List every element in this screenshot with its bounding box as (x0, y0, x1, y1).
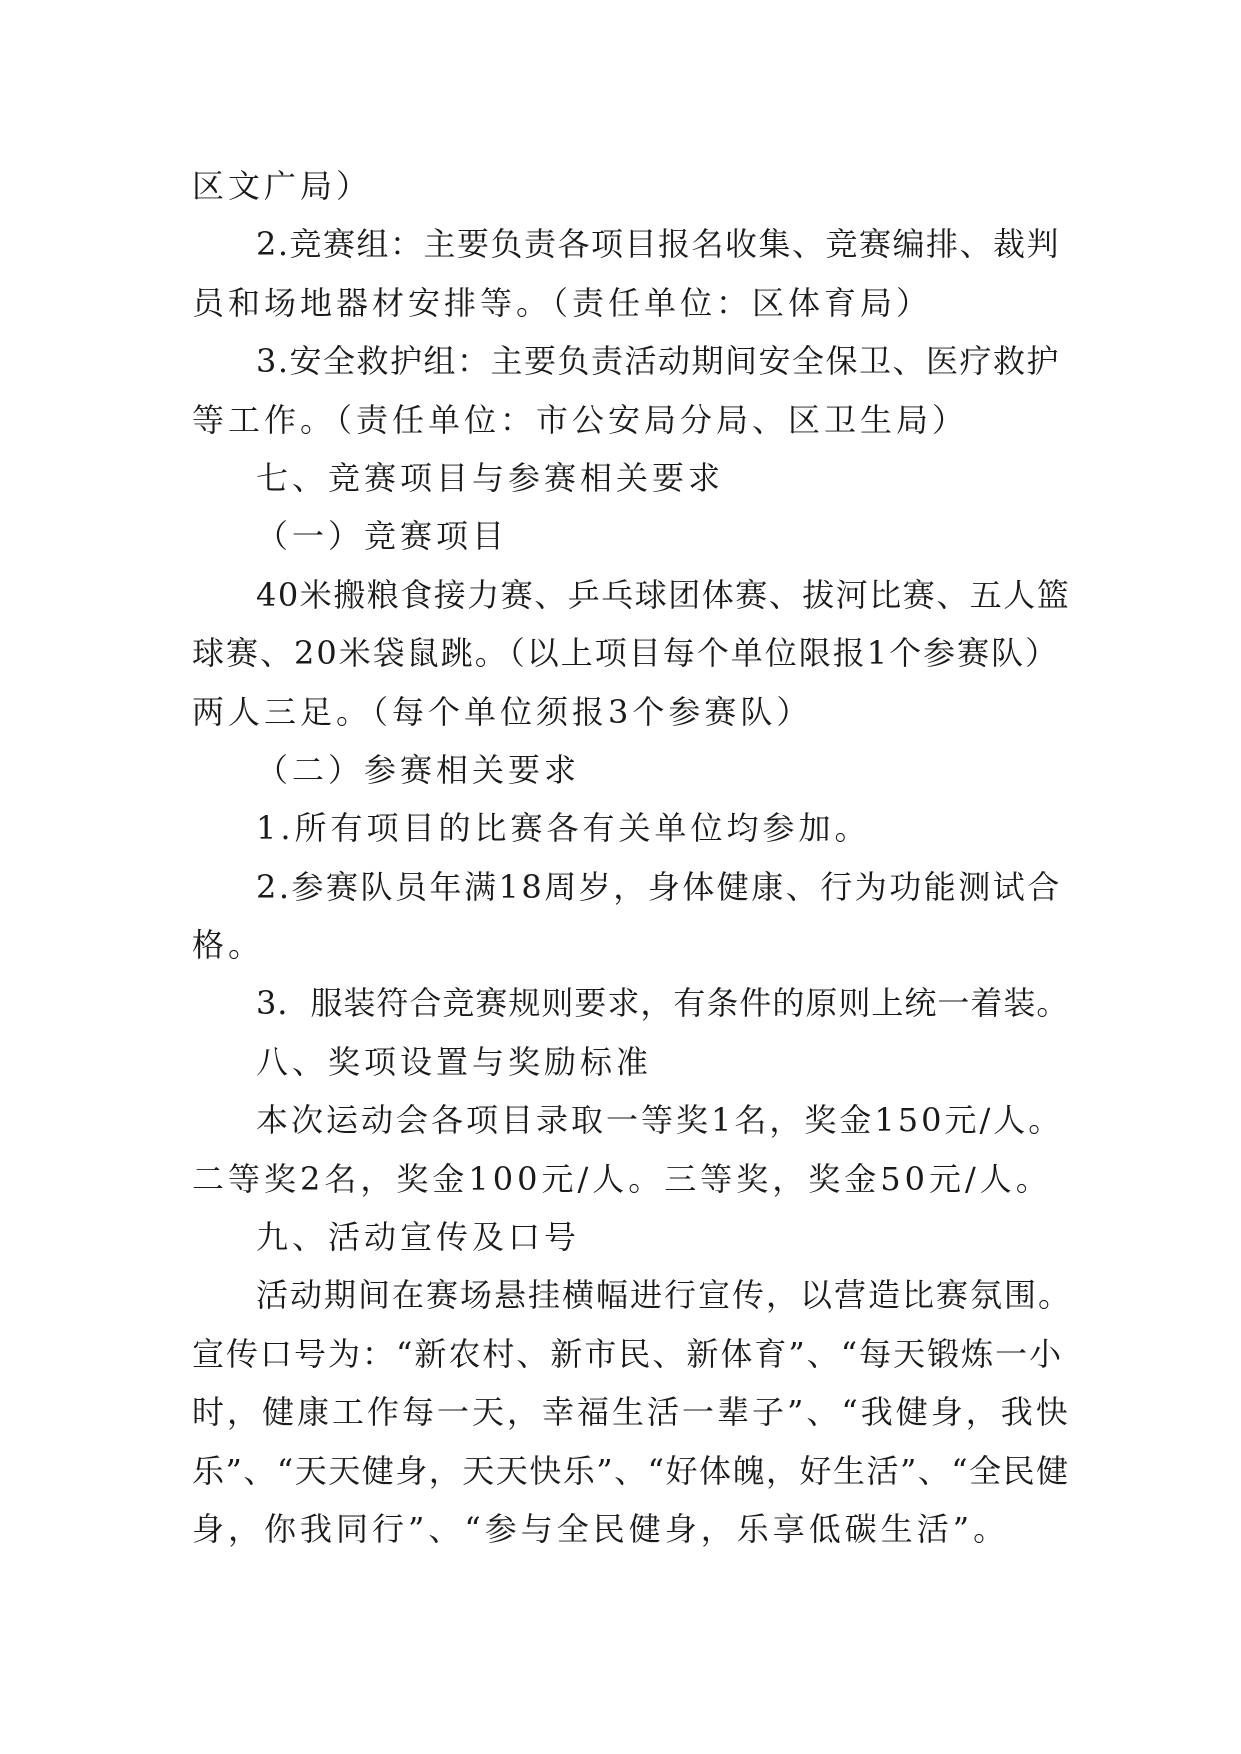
document-body (192, 157, 1072, 1558)
text-line: 二等奖2名，奖金100元/人。三等奖，奖金50元/人。 (192, 1159, 1052, 1198)
subsection-heading: （二）参赛相关要求 (256, 750, 581, 789)
text-line: 3．服装符合竞赛规则要求，有条件的原则上统一着装。 (256, 984, 1070, 1023)
text-line: 乐”、“天天健身，天天快乐”、“好体魄，好生活”、“全民健 (192, 1451, 1070, 1490)
text-line: 员和场地器材安排等。（责任单位：区体育局） (192, 283, 933, 322)
text-line: 本次运动会各项目录取一等奖1名，奖金150元/人。 (256, 1101, 1064, 1140)
text-line: 宣传口号为：“新农村、新市民、新体育”、“每天锻炼一小 (192, 1334, 1064, 1373)
text-line: 身，你我同行”、“参与全民健身，乐享低碳生活”。 (192, 1509, 1010, 1548)
subsection-heading: （一）竞赛项目 (256, 517, 509, 556)
text-line: 区文广局） (192, 167, 373, 205)
section-heading: 七、竞赛项目与参赛相关要求 (256, 458, 725, 497)
text-line: 格。 (192, 926, 265, 965)
text-line: 活动期间在赛场悬挂横幅进行宣传，以营造比赛氛围。 (256, 1276, 1073, 1315)
text-line: 2.竞赛组：主要负责各项目报名收集、竞赛编排、裁判 (256, 225, 1061, 264)
text-line: 2.参赛队员年满18周岁，身体健康、行为功能测试合 (256, 867, 1062, 906)
text-line: 40米搬粮食接力赛、乒乓球团体赛、拔河比赛、五人篮 (256, 575, 1071, 614)
section-heading: 九、活动宣传及口号 (256, 1218, 581, 1257)
text-line: 3.安全救护组：主要负责活动期间安全保卫、医疗救护 (256, 342, 1061, 381)
text-line: 1.所有项目的比赛各有关单位均参加。 (256, 809, 871, 848)
text-line: 时，健康工作每一天，幸福生活一辈子”、“我健身，我快 (192, 1393, 1071, 1432)
section-heading: 八、奖项设置与奖励标准 (256, 1042, 653, 1081)
text-line: 球赛、20米袋鼠跳。（以上项目每个单位限报1个参赛队） (192, 634, 1060, 673)
text-line: 两人三足。（每个单位须报3个参赛队） (192, 692, 813, 731)
text-line: 等工作。（责任单位：市公安局分局、区卫生局） (192, 400, 969, 439)
